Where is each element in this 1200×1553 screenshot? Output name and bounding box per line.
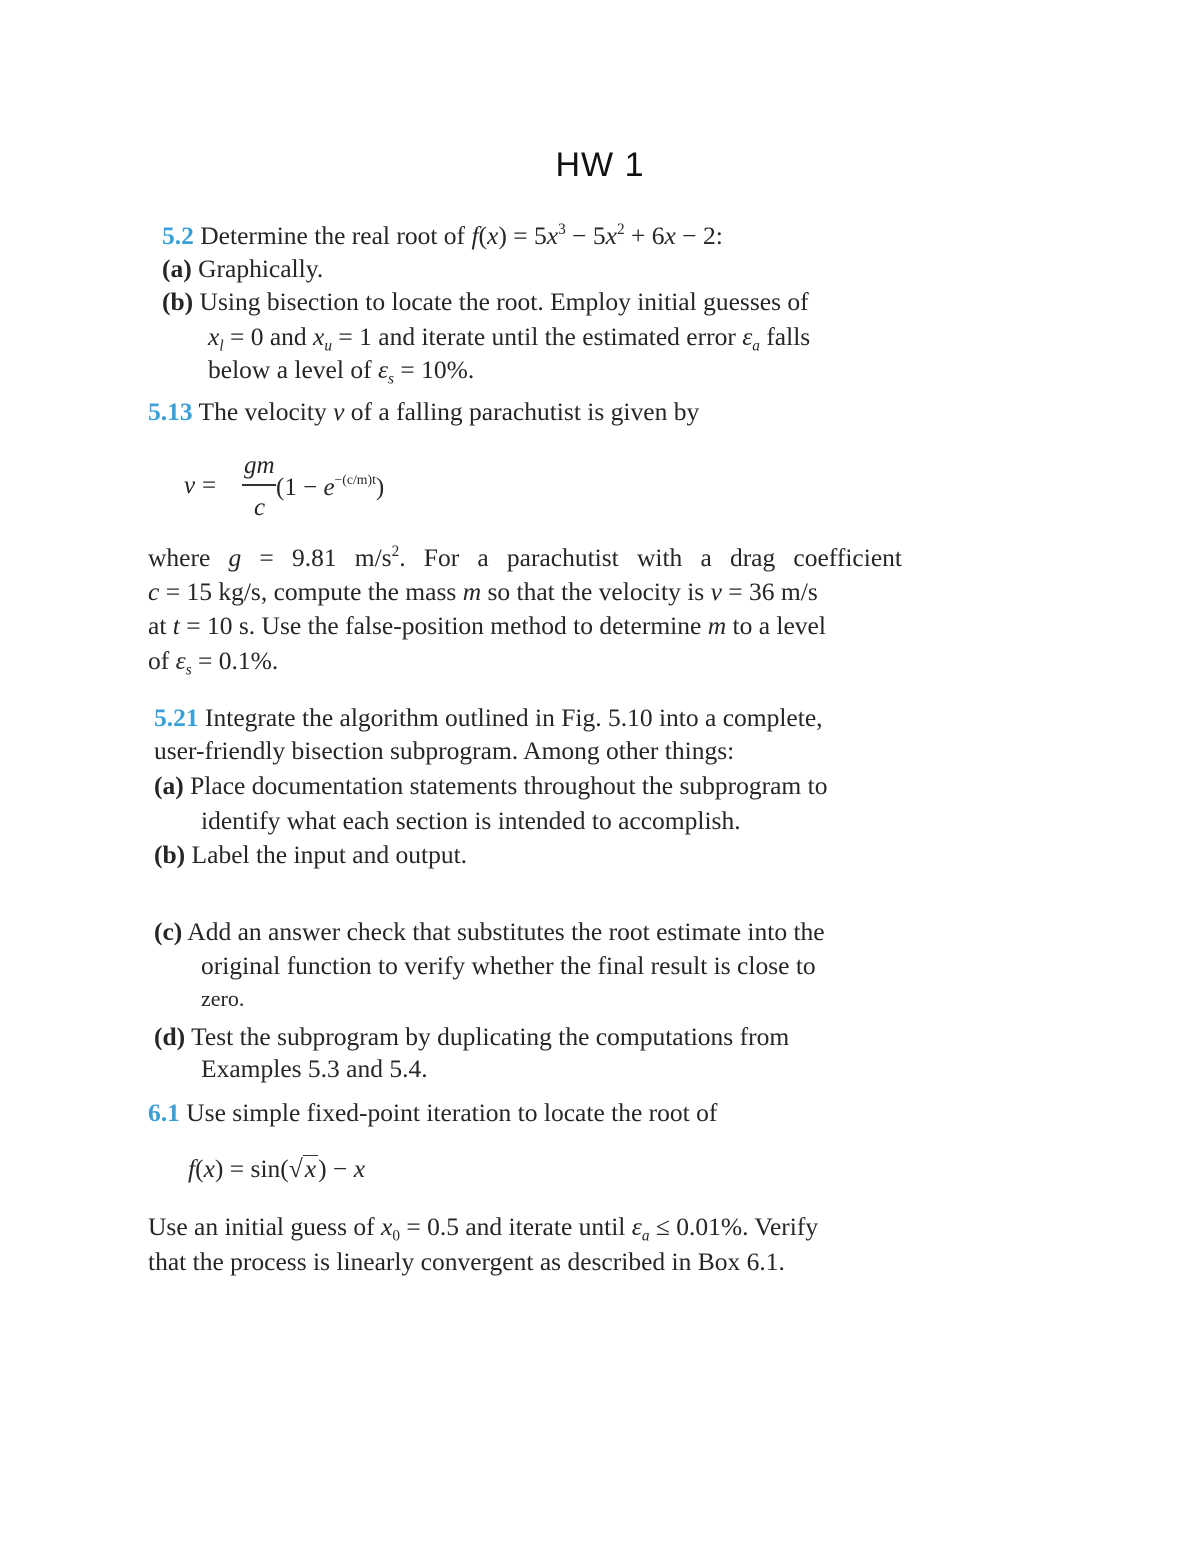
problem-number: 5.2 (162, 220, 194, 250)
problem-5-21-part-b: (b) Label the input and output. (154, 840, 468, 869)
problem-number: 6.1 (148, 1098, 180, 1127)
problem-5-13-line1: where g = 9.81 $m/s^2$. For a parachutist with a drag coefficient (148, 542, 902, 572)
problem-5-2-part-b-line3: below a level of $\varepsilon_s = 10\%$. (208, 355, 475, 388)
problem-5-21-part-a-line2: identify what each section is intended to accomplish. (201, 806, 741, 835)
problem-number: 5.13 (148, 397, 193, 426)
velocity-equation: v = gm c $(1 - e^{-(c/m)t})$ (184, 452, 385, 521)
problem-5-21-line2: user-friendly bisection subprogram. Among other things: (154, 736, 735, 765)
problem-5-2-part-b-line2: $x_l = 0$ and $x_u = 1$ and iterate until the estimated error $\varepsilon_a$ falls (208, 322, 811, 355)
problem-6-1-heading: 6.1 Use simple fixed-point iteration to locate the root of (148, 1098, 718, 1127)
problem-5-21-part-c: (c) Add an answer check that substitutes the root estimate into the (154, 917, 825, 946)
problem-5-21-part-d-line2: Examples 5.3 and 5.4. (201, 1054, 428, 1083)
problem-5-21-part-a: (a) Place documentation statements throughout the subprogram to (154, 771, 828, 800)
problem-5-21-part-d: (d) Test the subprogram by duplicating the computations from (154, 1022, 790, 1051)
page-title: HW 1 (555, 146, 645, 184)
problem-5-2-part-a: (a) Graphically. (162, 254, 324, 283)
problem-5-13-line2: c = 15 kg/s, compute the mass m so that the velocity is v = 36 m/s (148, 577, 818, 606)
problem-5-13-line4: of $\varepsilon_s = 0.1\%$. (148, 646, 279, 679)
problem-6-1-line2: that the process is linearly convergent as described in Box 6.1. (148, 1247, 785, 1276)
problem-6-1-line1: Use an initial guess of $x_0 = 0.5$ and iterate until $\varepsilon_a \le 0.01\%$. Verify (148, 1212, 819, 1245)
problem-5-13-heading: 5.13 The velocity v of a falling parachutist is given by (148, 397, 700, 426)
problem-5-2-heading: 5.2 Determine the real root of $f(x) = 5x^3 - 5x^2 + 6x - 2$: (162, 220, 723, 250)
problem-5-2-part-b: (b) Using bisection to locate the root. Employ initial guesses of (162, 287, 809, 316)
problem-5-21-part-c-line2: original function to verify whether the final result is close to (201, 951, 816, 980)
problem-5-13-line3: at t = 10 s. Use the false-position method to determine m to a level (148, 611, 826, 640)
problem-5-21-part-c-line3: zero. (201, 986, 245, 1011)
problem-number: 5.21 (154, 703, 199, 732)
fixed-point-equation: f(x) = sin(√x) − x (188, 1154, 366, 1183)
problem-5-21-heading: 5.21 Integrate the algorithm outlined in Fig. 5.10 into a complete, (154, 703, 823, 732)
